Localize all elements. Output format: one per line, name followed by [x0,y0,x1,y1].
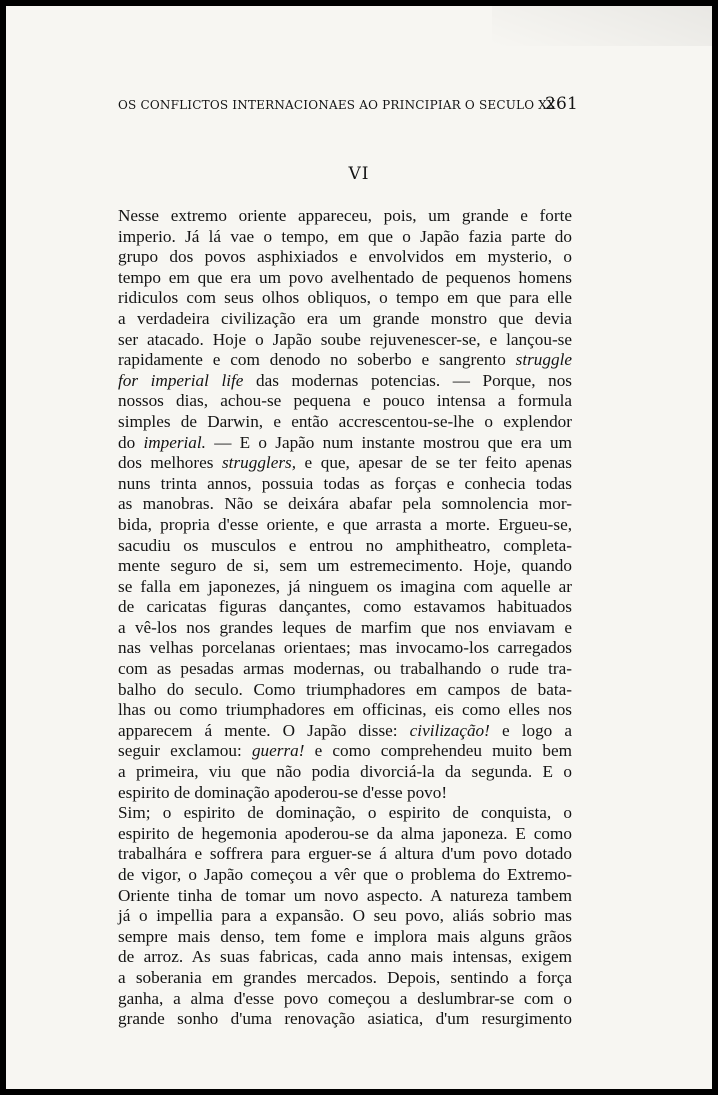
text-line [118,494,572,515]
text-segment: ganha, a alma d'esse povo começou a deslumbrar-se com o [118,988,572,1008]
text-segment: e que, apesar de se ter feito apenas [296,453,572,473]
text-segment: as manobras. Não se deixára abafar pela somnolencia mor- [118,494,572,514]
text-segment: com as pesadas armas modernas, ou trabalhando o rude tra- [118,659,572,679]
text-segment: nuns trinta annos, possuia todas as forças e conhecia todas [118,473,572,493]
text-segment: a soberania em grandes mercados. Depois, sentindo a força [118,967,572,987]
text-line [118,762,572,783]
body-text [118,206,572,1030]
text-segment: nas velhas porcelanas orientaes; mas invocamo-los carregados [118,638,572,658]
text-segment: Nesse extremo oriente appareceu, pois, um grande e forte [118,206,572,225]
emphasis: struggle [515,350,572,370]
text-segment: e logo a [489,720,572,740]
text-segment: nossos dias, achou-se pequena e pouco intensa a formula [118,391,572,411]
emphasis: for imperial life [118,370,244,390]
text-line [118,577,572,598]
text-segment: sempre mais denso, tem fome e implora mais alguns grãos [118,926,572,946]
text-segment: simples de Darwin, e então accrescentou-se-lhe o explendor [118,411,572,431]
text-line [118,906,572,927]
running-header [118,94,578,114]
text-line [118,597,572,618]
emphasis: guerra! [251,741,305,761]
text-line [118,350,572,371]
text-line [118,247,572,268]
text-segment: se falla em japonezes, já ninguem os imagina com aquelle ar [118,576,572,596]
text-segment: do [118,432,144,452]
text-segment: imperio. Já lá vae o tempo, em que o Japão fazia parte do [118,226,572,246]
text-line [118,474,572,495]
text-line [118,947,572,968]
text-line [118,618,572,639]
text-segment: seguir exclamou: [118,741,252,761]
text-segment: já o impellia para a expansão. O seu povo, aliás sobrio mas [118,906,572,926]
text-line [118,824,572,845]
text-segment: espirito de hegemonia apoderou-se da alma japoneza. E como [118,823,572,843]
text-segment: tempo em que era um povo avelhentado de pequenos homens [118,267,572,287]
text-line [118,453,572,474]
text-segment: a verdadeira civilização era um grande monstro que devia [118,308,572,328]
text-segment: sacudiu os musculos e entrou no amphitheatro, completa- [118,535,572,555]
emphasis: imperial. [143,432,206,452]
text-segment: balho do seculo. Como triumphadores em campos de bata- [118,679,572,699]
text-line [118,659,572,680]
text-line [118,412,572,433]
text-line [118,968,572,989]
text-line [118,288,572,309]
text-segment: de arroz. As suas fabricas, cada anno mais intensas, exigem [118,947,572,967]
text-line [118,844,572,865]
text-segment: trabalhára e soffrera para erguer-se á altura d'um povo dotado [118,844,572,864]
text-segment: bida, propria d'esse oriente, e que arrasta a morte. Ergueu-se, [118,514,572,534]
book-page [6,6,712,1089]
text-line [118,309,572,330]
emphasis: strugglers, [221,453,296,473]
text-line [118,803,572,824]
chapter-heading: VI [348,164,370,184]
text-line [118,330,572,351]
text-line [118,536,572,557]
text-segment: ridiculos com seus olhos obliquos, o tempo em que para elle [118,288,572,308]
text-line [118,638,572,659]
text-segment: grupo dos povos asphixiados e envolvidos em mysterio, o [118,247,572,267]
text-line [118,1009,572,1030]
text-line [118,371,572,392]
text-line [118,680,572,701]
emphasis: civilização! [409,720,490,740]
text-segment: de vigor, o Japão começou a vêr que o problema do Extremo- [118,865,572,884]
text-line [118,227,572,248]
text-line [118,886,572,907]
page-smudge [492,6,712,46]
text-line [118,783,572,804]
text-line [118,989,572,1010]
text-line [118,927,572,948]
text-segment: e como comprehendeu muito bem [304,741,572,761]
text-line [118,556,572,577]
text-segment: rapidamente e com denodo no soberbo e sangrento [118,350,516,370]
text-line [118,700,572,721]
page-number: 261 [544,94,578,114]
text-segment: ser atacado. Hoje o Japão soube rejuvenescer-se, e lançou-se [118,329,572,349]
text-line [118,741,572,762]
text-line [118,391,572,412]
text-line [118,865,572,886]
text-segment: apparecem á mente. O Japão disse: [118,720,410,740]
text-line [118,721,572,742]
text-segment: lhas ou como triumphadores em officinas, eis como elles nos [118,700,572,720]
text-segment: dos melhores [118,453,222,473]
text-segment: de caricatas figuras dançantes, como estavamos habituados [118,597,572,617]
text-line [118,515,572,536]
text-segment: Oriente tinha de tomar um novo aspecto. A natureza tambem [118,885,572,905]
text-segment: das modernas potencias. — Porque, nos [243,370,572,390]
text-segment: a primeira, viu que não podia divorciá-la da segunda. E o [118,762,572,782]
running-title: OS CONFLICTOS INTERNACIONAES AO PRINCIPIAR O SECULO XX [118,98,556,112]
text-line [118,268,572,289]
text-line [118,433,572,454]
text-segment: — E o Japão num instante mostrou que era um [205,432,572,452]
text-segment: a vê-los nos grandes leques de marfim que nos enviavam e [118,617,572,637]
text-segment: mente seguro de si, sem um estremecimento. Hoje, quando [118,556,572,576]
text-segment: Sim; o espirito de dominação, o espirito de conquista, o [118,803,572,823]
text-line [118,206,572,227]
text-segment: espirito de dominação apoderou-se d'esse povo! [118,782,448,802]
text-segment: grande sonho d'uma renovação asiatica, d'um resurgimento [118,1009,572,1029]
